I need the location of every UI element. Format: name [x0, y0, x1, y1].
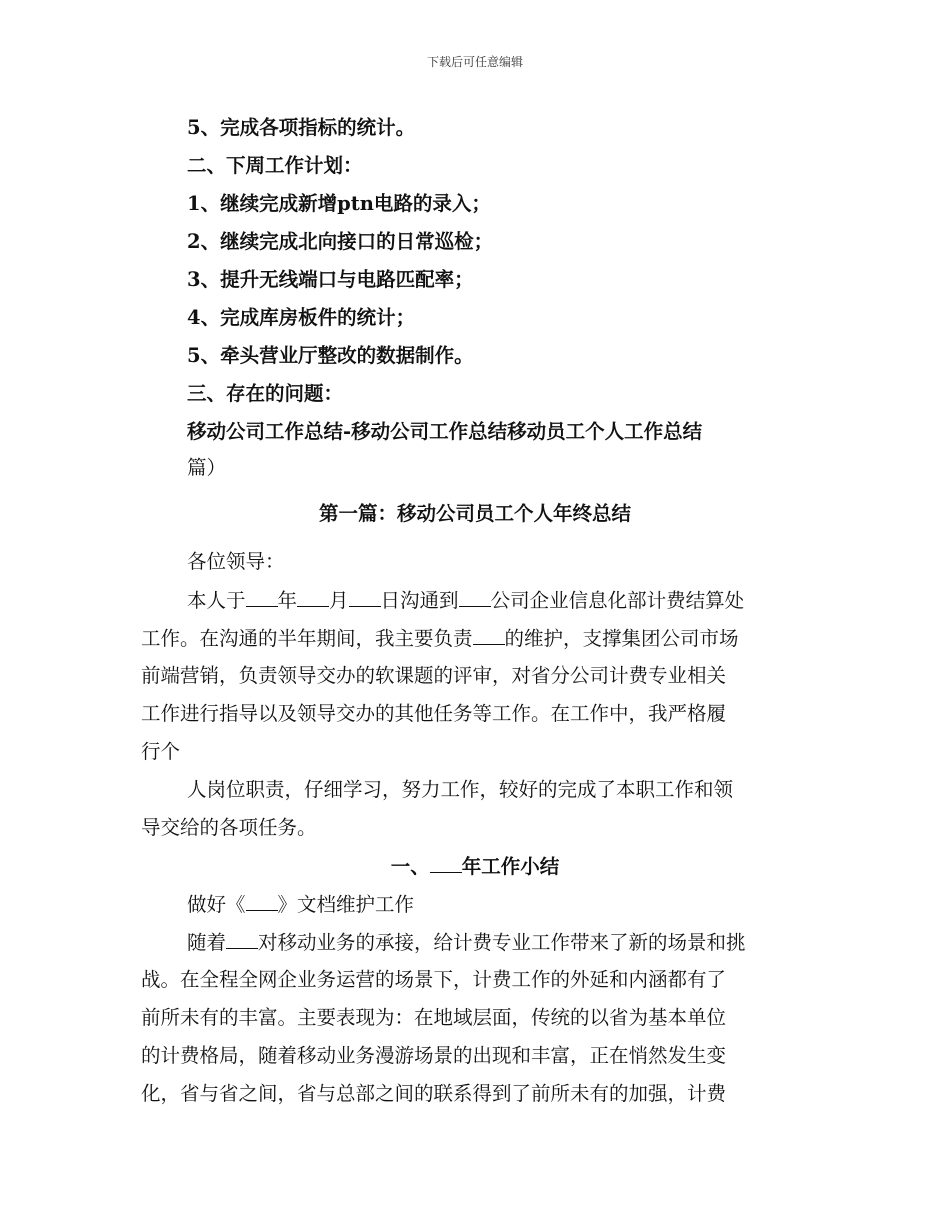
blank-field — [459, 588, 491, 607]
list-item: 5、牵头营业厅整改的数据制作。 — [187, 344, 474, 367]
paragraph-line: 前端营销，负责领导交办的软课题的评审，对省分公司计费专业相关 — [141, 664, 727, 687]
list-item: 2、继续完成北向接口的日常巡检； — [187, 230, 494, 253]
blank-field — [297, 588, 329, 607]
paragraph-line: 战。在全程全网企业务运营的场景下，计费工作的外延和内涵都有了 — [141, 968, 727, 991]
list-item: 5、完成各项指标的统计。 — [187, 116, 416, 139]
list-item: 4、完成库房板件的统计； — [187, 306, 416, 329]
subtitle-fragment: 篇） — [187, 456, 227, 479]
paragraph-line: 导交给的各项任务。 — [141, 816, 317, 839]
section-heading-year-summary: 一、 年工作小结 — [390, 855, 560, 878]
blank-field — [473, 626, 505, 645]
blank-field — [430, 854, 462, 873]
paragraph-line: 本人于 年 月 日沟通到 公司企业信息化部计费结算处 — [187, 589, 745, 612]
list-item: 1、继续完成新增ptn电路的录入； — [187, 192, 491, 215]
paragraph-line: 行个 — [141, 740, 181, 763]
page-header: 下载后可任意编辑 — [426, 55, 523, 69]
paragraph-line: 工作。在沟通的半年期间，我主要负责 的维护，支撑集团公司市场 — [141, 627, 739, 650]
blank-field — [349, 588, 381, 607]
section-heading-next-week: 二、下周工作计划： — [187, 154, 363, 177]
paragraph-line: 随着 对移动业务的承接，给计费专业工作带来了新的场景和挑 — [187, 931, 746, 954]
article-title: 第一篇：移动公司员工个人年终总结 — [318, 502, 631, 525]
greeting: 各位领导： — [187, 550, 285, 573]
paragraph-line: 人岗位职责，仔细学习，努力工作，较好的完成了本职工作和领 — [187, 778, 734, 801]
document-subtitle: 移动公司工作总结-移动公司工作总结移动员工个人工作总结 — [187, 420, 703, 443]
paragraph-line: 化，省与省之间，省与总部之间的联系得到了前所未有的加强，计费 — [141, 1082, 727, 1105]
section-heading-problems: 三、存在的问题： — [187, 382, 344, 405]
subheading: 做好《 》文档维护工作 — [187, 893, 415, 916]
blank-field — [226, 930, 258, 949]
blank-field — [246, 588, 278, 607]
blank-field — [246, 892, 278, 911]
paragraph-line: 前所未有的丰富。主要表现为：在地域层面，传统的以省为基本单位 — [141, 1006, 727, 1029]
paragraph-line: 工作进行指导以及领导交办的其他任务等工作。在工作中，我严格履 — [141, 702, 727, 725]
list-item: 3、提升无线端口与电路匹配率； — [187, 268, 474, 291]
paragraph-line: 的计费格局，随着移动业务漫游场景的出现和丰富，正在悄然发生变 — [141, 1044, 727, 1067]
